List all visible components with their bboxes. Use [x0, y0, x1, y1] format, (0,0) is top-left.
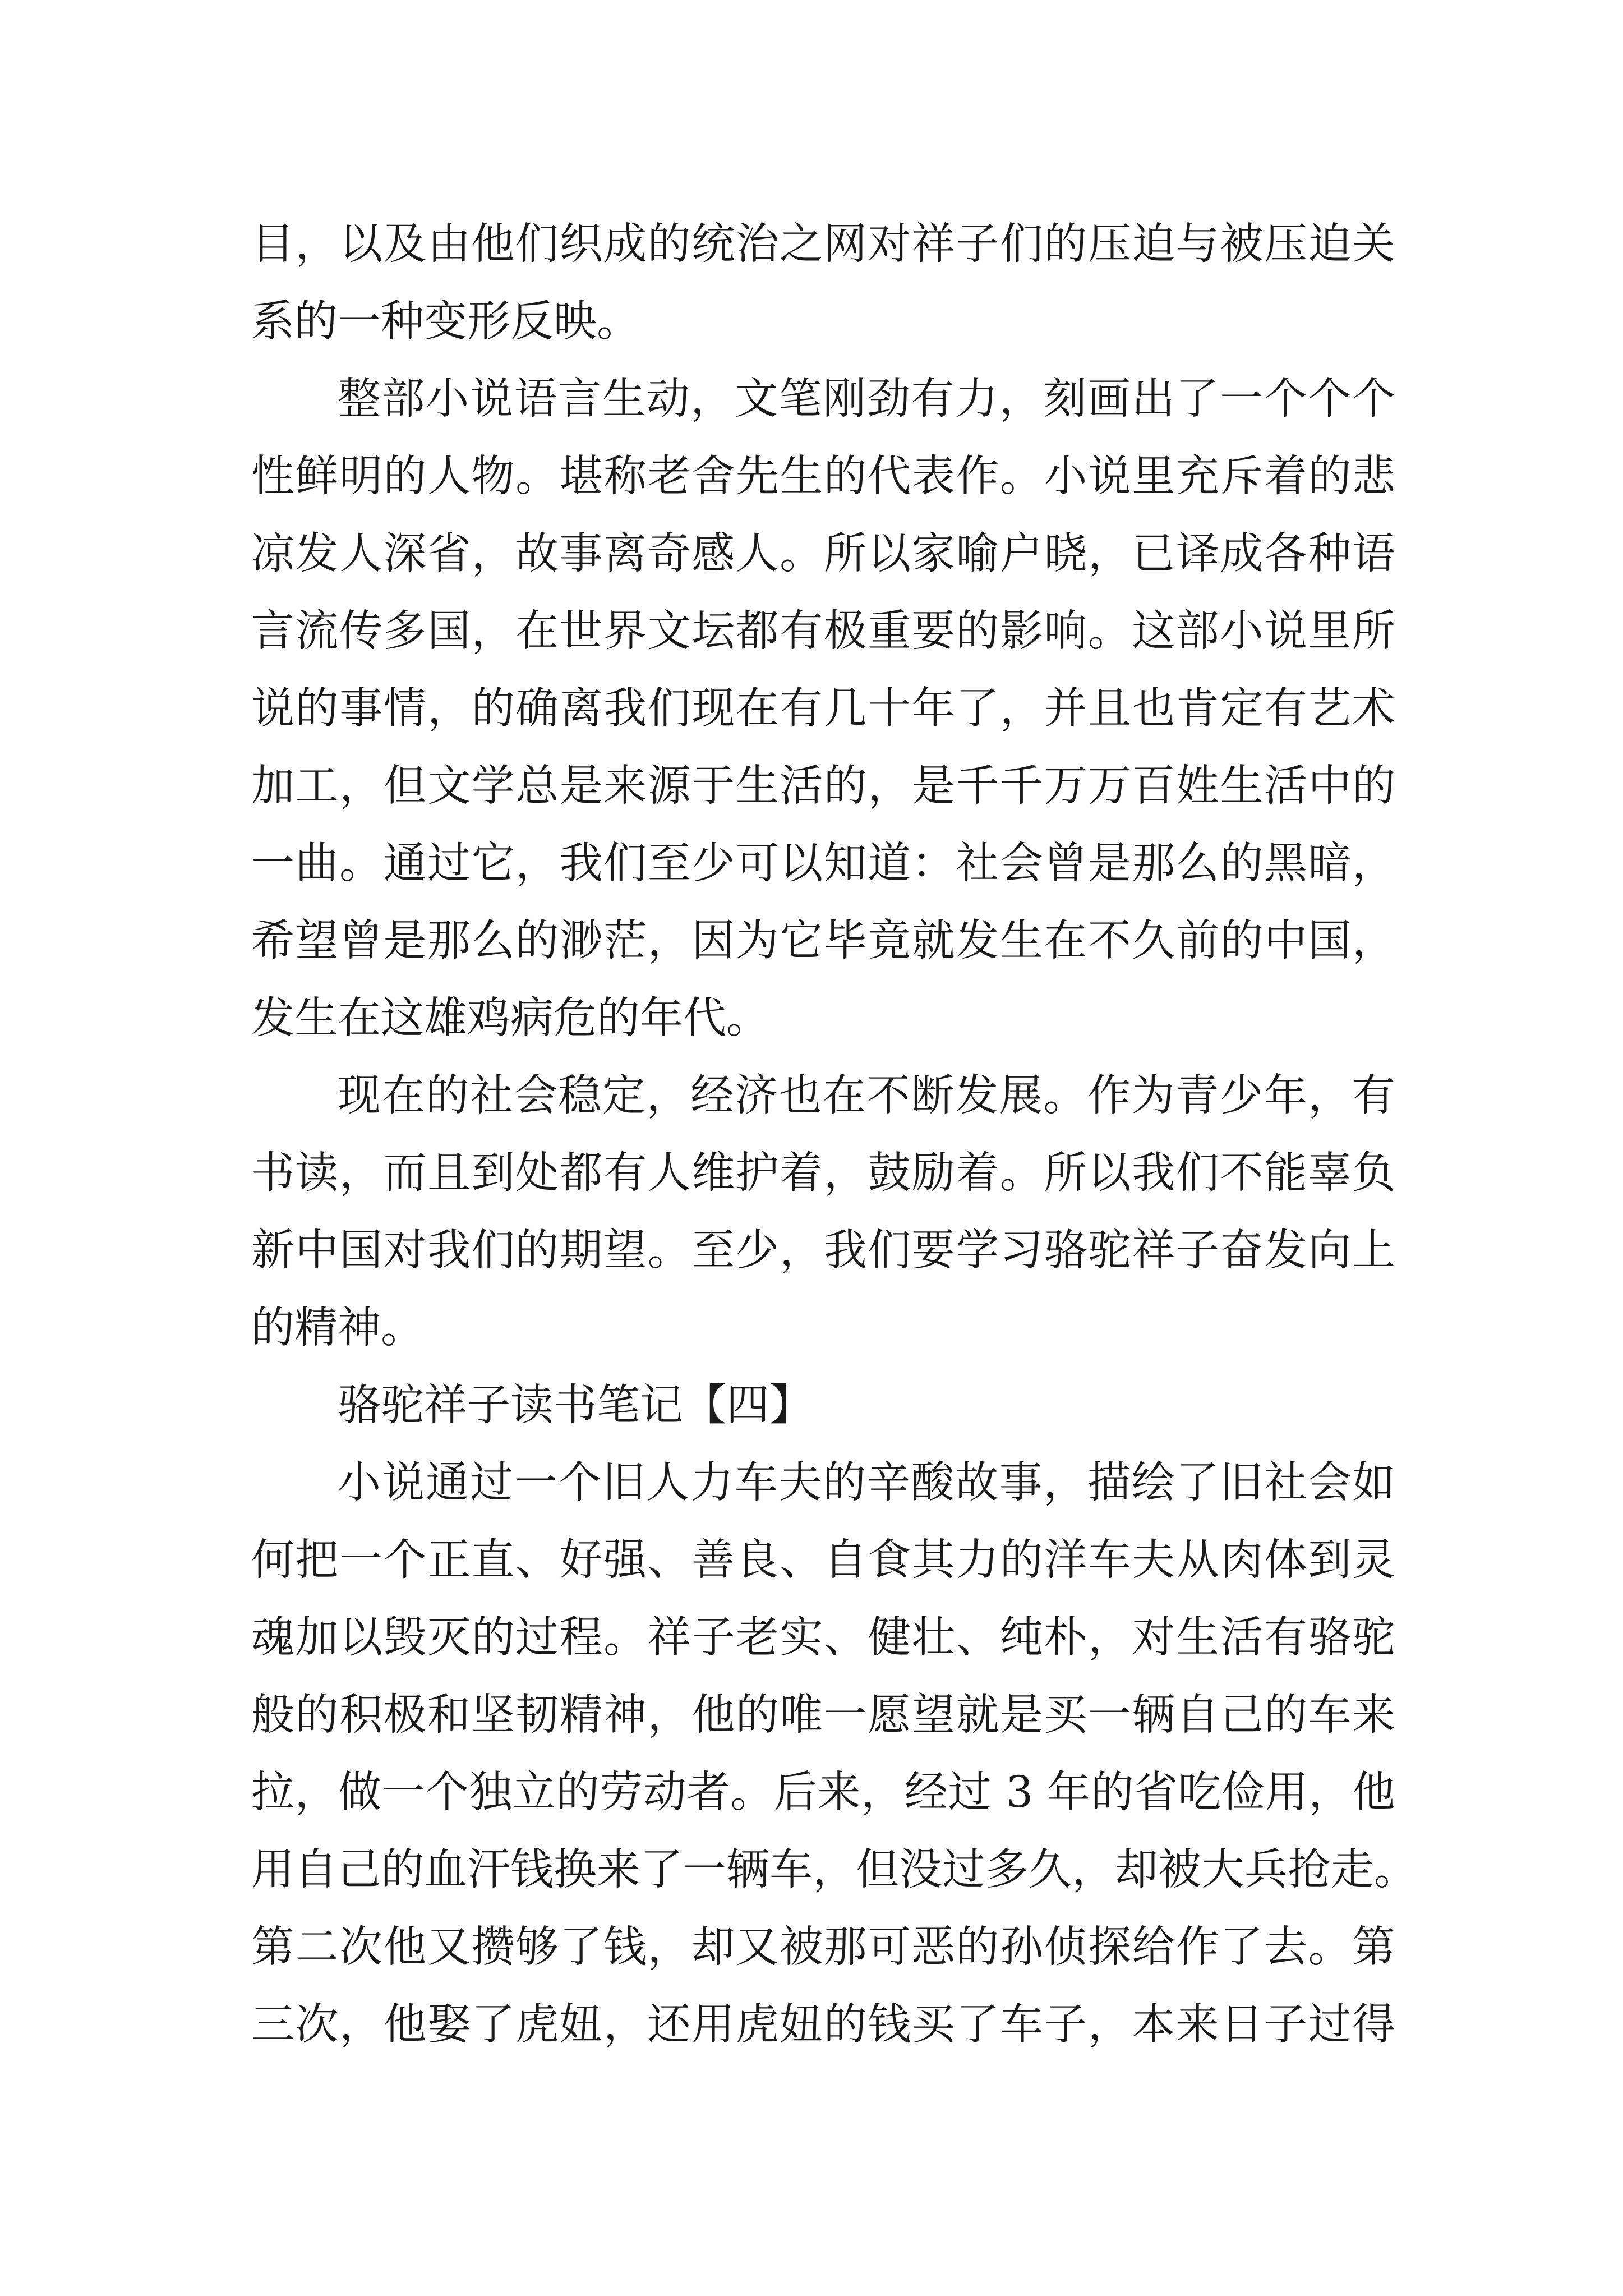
paragraph [251, 1057, 1395, 1367]
text-line: 小说通过一个旧人力车夫的辛酸故事，描绘了旧社会如 [338, 1458, 1395, 1508]
text-line: 新中国对我们的期望。至少，我们要学习骆驼祥子奋发向上 [251, 1226, 1395, 1276]
heading-text: 骆驼祥子读书笔记【四】 [338, 1381, 813, 1430]
text-line: 整部小说语言生动，文笔刚劲有力，刻画出了一个个个 [338, 374, 1395, 424]
text-line: 言流传多国，在世界文坛都有极重要的影响。这部小说里所 [251, 606, 1395, 656]
text-line: 魂加以毁灭的过程。祥子老实、健壮、纯朴，对生活有骆驼 [251, 1613, 1395, 1663]
text-line: 第二次他又攒够了钱，却又被那可恶的孙侦探给作了去。第 [251, 1922, 1395, 1972]
text-line: 加工，但文学总是来源于生活的，是千千万万百姓生活中的 [251, 761, 1395, 811]
text-line: 的精神。 [251, 1303, 424, 1353]
paragraph [251, 361, 1395, 1057]
text-line: 希望曾是那么的渺茫，因为它毕竟就发生在不久前的中国， [251, 916, 1395, 966]
text-line: 三次，他娶了虎妞，还用虎妞的钱买了车子，本来日子过得 [251, 2000, 1395, 2050]
text-line: 凉发人深省，故事离奇感人。所以家喻户晓，已译成各种语 [251, 529, 1395, 579]
paragraph [251, 206, 1395, 361]
text-line: 一曲。通过它，我们至少可以知道：社会曾是那么的黑暗， [251, 839, 1395, 889]
text-line: 何把一个正直、好强、善良、自食其力的洋车夫从肉体到灵 [251, 1535, 1395, 1585]
text-line: 系的一种变形反映。 [251, 297, 640, 347]
text-line: 说的事情，的确离我们现在有几十年了，并且也肯定有艺术 [251, 684, 1395, 734]
text-line: 拉，做一个独立的劳动者。后来，经过 3 年的省吃俭用，他 [251, 1768, 1395, 1818]
text-line: 现在的社会稳定，经济也在不断发展。作为青少年，有 [338, 1071, 1395, 1121]
paragraph [251, 1444, 1417, 2064]
text-line: 用自己的血汗钱换来了一辆车，但没过多久，却被大兵抢走。 [251, 1845, 1417, 1895]
text-body [251, 206, 1417, 2064]
text-line: 般的积极和坚韧精神，他的唯一愿望就是买一辆自己的车来 [251, 1690, 1395, 1740]
text-line: 书读，而且到处都有人维护着，鼓励着。所以我们不能辜负 [251, 1148, 1395, 1198]
text-line: 性鲜明的人物。堪称老舍先生的代表作。小说里充斥着的悲 [251, 452, 1395, 501]
text-line: 发生在这雄鸡病危的年代。 [251, 993, 769, 1043]
section-heading [251, 1367, 1395, 1444]
text-line: 目，以及由他们织成的统治之网对祥子们的压迫与被压迫关 [251, 219, 1395, 269]
